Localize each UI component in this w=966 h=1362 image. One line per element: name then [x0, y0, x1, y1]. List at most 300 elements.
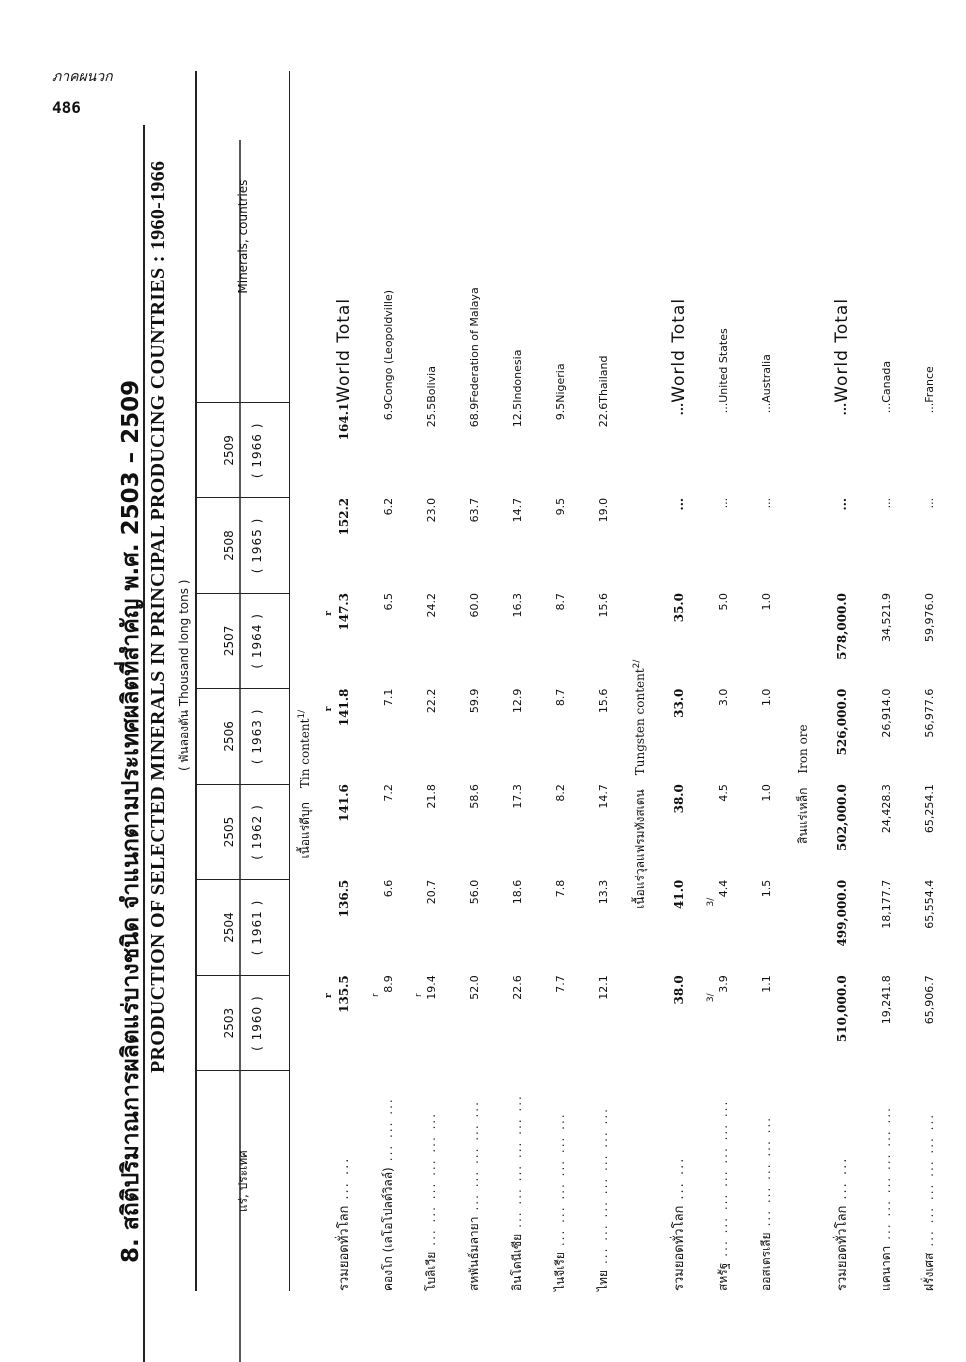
data-cell: [745, 975, 788, 1071]
data-value: 9.5: [554, 497, 567, 516]
data-value: ...: [717, 497, 730, 509]
revision-mark: r: [324, 993, 334, 999]
table-unit-label: ( พันลองตัน Thousand long tons ): [177, 579, 191, 771]
data-value: 18,177.7: [880, 879, 893, 929]
country-name-english: Bolivia: [425, 366, 438, 403]
country-name-thai-text: ออสเตรเลีย: [759, 1232, 773, 1291]
country-name-thai: [655, 1071, 702, 1291]
data-cell: [582, 689, 625, 785]
country-row: [367, 71, 410, 1291]
revision-mark: r: [414, 993, 424, 997]
data-cell: [582, 498, 625, 593]
data-value: 12.1: [597, 975, 610, 1000]
data-value: 14.7: [597, 784, 610, 809]
data-value: 147.3: [336, 593, 351, 631]
year-column-header: [196, 689, 290, 785]
data-value: 141.6: [336, 784, 351, 822]
data-cell: [582, 975, 625, 1071]
country-name-thai: [702, 1071, 745, 1291]
data-value: 7.7: [554, 975, 567, 993]
data-value: 4.4: [717, 879, 730, 898]
data-value: 141.8: [336, 688, 351, 727]
data-value: ...: [880, 497, 893, 509]
data-cell: [865, 880, 908, 976]
data-cell: [539, 975, 582, 1071]
data-value: 19.4: [425, 975, 438, 1000]
data-cell: [410, 975, 453, 1071]
leader-dots: ... ... ... ... ... ...: [424, 1111, 438, 1246]
section-spacer: [788, 403, 818, 498]
country-row: [745, 71, 788, 1291]
country-name-english: France: [923, 366, 936, 403]
data-cell: [320, 593, 367, 689]
data-value: ...: [760, 402, 773, 414]
data-value: 22.6: [511, 975, 524, 1000]
data-cell: [702, 498, 745, 593]
data-value: 56.0: [468, 879, 481, 905]
data-cell: [655, 784, 702, 880]
data-value: 8.9: [382, 975, 395, 993]
data-value: 20.7: [425, 879, 438, 905]
data-cell: [702, 403, 745, 498]
data-cell: [496, 880, 539, 976]
data-cell: [702, 689, 745, 785]
year-ce: ( 1965 ): [250, 517, 264, 574]
data-cell: [453, 498, 496, 593]
year-column-header: [196, 403, 290, 498]
data-cell: [655, 975, 702, 1071]
data-cell: [367, 403, 410, 498]
country-name-english: Congo (Leopoldville): [382, 289, 395, 403]
data-value: 16.3: [511, 593, 524, 618]
data-cell: [818, 975, 865, 1071]
leader-dots: ... ... ... ... ... ...: [510, 1094, 524, 1228]
country-name-english: Federation of Malaya: [468, 287, 481, 403]
leader-dots: ... ... ... ... ... ...: [879, 1106, 893, 1240]
data-cell: [908, 975, 951, 1071]
data-value: 65,254.1: [923, 784, 936, 834]
leader-dots: ... ... ... ... ... ...: [553, 1112, 567, 1247]
revision-mark: r: [324, 611, 334, 616]
section-spacer: [290, 975, 321, 1071]
data-value: 510,000.0: [834, 975, 849, 1043]
data-cell: [410, 880, 453, 976]
country-name-thai: [582, 1071, 625, 1291]
data-value: 502,000.0: [834, 784, 849, 851]
data-value: 65,554.4: [923, 879, 936, 929]
country-name-thai-text: อินโดนีเซีย: [510, 1233, 524, 1291]
data-cell: [496, 784, 539, 880]
data-value: 8.7: [554, 593, 567, 611]
data-cell: [496, 689, 539, 785]
section-spacer: [625, 975, 655, 1071]
data-value: 56,977.6: [923, 688, 936, 738]
year-ce: ( 1966 ): [250, 422, 264, 479]
data-cell: [655, 593, 702, 689]
data-value: 4.5: [717, 784, 730, 802]
data-value: 68.9: [468, 402, 481, 428]
country-name-thai: [539, 1071, 582, 1291]
data-value: 13.3: [597, 879, 610, 905]
data-cell: [745, 498, 788, 593]
data-cell: [320, 880, 367, 976]
section-label-row: [625, 71, 655, 1291]
section-label-thai: เนื้อแร่วุลแฟรมทังสเตน: [632, 789, 647, 909]
year-ce: ( 1960 ): [250, 995, 264, 1051]
data-cell: [453, 403, 496, 498]
country-row: [582, 71, 625, 1291]
data-value: 58.6: [468, 784, 481, 809]
leader-dots: ... ... ... ... ...: [467, 1100, 481, 1211]
data-value: 19,241.8: [880, 975, 893, 1025]
data-value: 1.0: [760, 784, 773, 802]
country-name-english: Thailand: [597, 355, 610, 403]
data-cell: [818, 498, 865, 593]
section-spacer: [290, 403, 321, 498]
data-value: 12.5: [511, 402, 524, 428]
data-value: 59.9: [468, 688, 481, 714]
data-value: ...: [880, 402, 893, 414]
data-cell: [702, 593, 745, 689]
data-cell: [539, 498, 582, 593]
data-value: ...: [834, 402, 849, 416]
section-footnote-ref: 2/: [631, 659, 642, 669]
data-value: 499,000.0: [834, 879, 849, 947]
year-ce: ( 1962 ): [250, 804, 264, 860]
data-cell: [539, 689, 582, 785]
year-be: 2509: [222, 435, 236, 466]
section-label: [625, 593, 655, 975]
data-value: ...: [671, 402, 686, 416]
section-spacer: [788, 498, 818, 593]
country-name-thai: [496, 1071, 539, 1291]
data-cell: [320, 403, 367, 498]
data-cell: [453, 880, 496, 976]
section-spacer: [625, 1071, 655, 1291]
section-spacer: [625, 498, 655, 593]
data-cell: [367, 689, 410, 785]
data-cell: [367, 880, 410, 976]
data-value: 21.8: [425, 784, 438, 809]
world-total-row: [655, 71, 702, 1291]
data-cell: [320, 784, 367, 880]
data-value: 7.1: [382, 688, 395, 707]
section-label-thai: สินแร่เหล็ก: [795, 787, 810, 844]
data-value: 59,976.0: [923, 593, 936, 643]
data-value: 63.7: [468, 497, 481, 523]
data-cell: [702, 784, 745, 880]
year-column-header: [196, 880, 290, 976]
data-cell: [865, 593, 908, 689]
section-label: [290, 593, 321, 975]
year-be: 2503: [222, 1007, 236, 1039]
section-label-english: Iron ore: [795, 724, 810, 774]
leader-dots: ... ... ... ... ... ...: [922, 1112, 936, 1247]
country-name-english: World Total: [333, 297, 354, 403]
table-title-english: PRODUCTION OF SELECTED MINERALS IN PRINCIPAL PRODUCING COUNTRIES : 1960-1966: [147, 160, 169, 1073]
leader-dots: ... ...: [672, 1156, 687, 1200]
country-name-thai: [745, 1071, 788, 1291]
data-cell: [410, 498, 453, 593]
data-value: 7.2: [382, 784, 395, 802]
data-value: 17.3: [511, 784, 524, 809]
data-cell: [367, 498, 410, 593]
data-value: 6.5: [382, 593, 395, 611]
country-name-english: Indonesia: [511, 349, 524, 403]
data-cell: [908, 403, 951, 498]
data-cell: [818, 403, 865, 498]
data-value: 38.0: [671, 975, 686, 1005]
country-name-thai: [818, 1071, 865, 1291]
data-cell: [865, 689, 908, 785]
country-name-thai: [908, 1071, 951, 1291]
data-value: ...: [923, 497, 936, 509]
data-value: 6.9: [382, 402, 395, 421]
country-row: [496, 71, 539, 1291]
country-name-thai-text: สหพันธ์มลายา: [467, 1216, 481, 1291]
data-value: 164.1: [336, 402, 351, 441]
section-label: [788, 593, 818, 975]
data-value: ...: [834, 497, 849, 511]
country-row: [865, 71, 908, 1291]
data-cell: [453, 975, 496, 1071]
leader-dots: ... ... ... ... ... ... ...: [716, 1099, 730, 1257]
data-value: 33.0: [671, 688, 686, 718]
data-value: 7.8: [554, 879, 567, 898]
section-spacer: [788, 1071, 818, 1291]
data-cell: [908, 498, 951, 593]
data-cell: [410, 593, 453, 689]
data-cell: [496, 403, 539, 498]
data-cell: [745, 784, 788, 880]
data-cell: [702, 975, 745, 1071]
leader-dots: ... ... ... ... ... ... ...: [596, 1107, 610, 1265]
country-row: [410, 71, 453, 1291]
data-value: 3.0: [717, 688, 730, 707]
data-value: 8.2: [554, 784, 567, 802]
leader-dots: ... ... ... ... ...: [759, 1115, 773, 1227]
data-value: 22.6: [597, 402, 610, 428]
leader-dots: ... ...: [337, 1156, 352, 1200]
data-value: 15.6: [597, 593, 610, 618]
data-value: 3.9: [717, 975, 730, 993]
data-value: 52.0: [468, 975, 481, 1000]
year-be: 2504: [222, 912, 236, 943]
year-column-header: [196, 593, 290, 689]
data-cell: [367, 784, 410, 880]
rotated-table-page: [103, 71, 936, 1291]
data-cell: [908, 593, 951, 689]
data-value: 23.0: [425, 497, 438, 523]
section-spacer: [290, 498, 321, 593]
data-cell: [865, 784, 908, 880]
data-cell: [453, 593, 496, 689]
table-body: [290, 71, 952, 1291]
section-label-english: Tungsten content: [632, 668, 647, 776]
world-total-row: [320, 71, 367, 1291]
data-cell: [745, 403, 788, 498]
data-value: 22.2: [425, 688, 438, 714]
data-cell: [908, 784, 951, 880]
data-value: 136.5: [336, 879, 351, 918]
country-name-thai-text: รวมยอดทั่วโลก: [672, 1205, 687, 1291]
data-value: ...: [923, 402, 936, 414]
data-cell: [320, 975, 367, 1071]
data-cell: [410, 689, 453, 785]
year-column-header: [196, 498, 290, 593]
data-value: 1.1: [760, 975, 773, 993]
data-value: 12.9: [511, 688, 524, 714]
world-total-row: [818, 71, 865, 1291]
data-value: 8.7: [554, 688, 567, 707]
leader-dots: ... ...: [835, 1156, 850, 1200]
data-cell: [320, 498, 367, 593]
section-label-wrap: [296, 593, 315, 975]
appendix-label: ภาคผนวก: [52, 69, 113, 85]
year-be: 2508: [222, 530, 236, 561]
data-cell: [367, 975, 410, 1071]
data-cell: [539, 593, 582, 689]
country-row: [702, 71, 745, 1291]
data-value: 38.0: [671, 784, 686, 814]
year-be: 2506: [222, 721, 236, 752]
data-value: 65,906.7: [923, 975, 936, 1025]
year-column-header: [196, 784, 290, 880]
data-cell: [539, 784, 582, 880]
data-value: 5.0: [717, 593, 730, 611]
data-value: 152.2: [336, 497, 351, 536]
data-value: 18.6: [511, 879, 524, 905]
data-value: 135.5: [336, 975, 351, 1013]
data-cell: [865, 975, 908, 1071]
data-cell: [410, 784, 453, 880]
data-value: ...: [671, 497, 686, 511]
data-value: 578,000.0: [834, 593, 849, 660]
section-spacer: [788, 975, 818, 1071]
year-ce: ( 1961 ): [250, 899, 264, 956]
section-label-thai: เนื้อแร่ดีบุก: [297, 802, 312, 859]
data-cell: [818, 784, 865, 880]
data-cell: [818, 593, 865, 689]
data-cell: [410, 403, 453, 498]
data-cell: [582, 403, 625, 498]
country-name-english: Nigeria: [554, 363, 567, 403]
country-row: [453, 71, 496, 1291]
data-cell: [745, 880, 788, 976]
data-value: 24.2: [425, 593, 438, 618]
data-cell: [702, 880, 745, 976]
country-name-thai-text: แคนาดา: [879, 1245, 893, 1291]
data-cell: [367, 593, 410, 689]
country-name-thai-text: ไทย: [596, 1270, 610, 1291]
data-cell: [655, 498, 702, 593]
data-cell: [582, 784, 625, 880]
data-cell: [655, 403, 702, 498]
country-name-thai-text: รวมยอดทั่วโลก: [835, 1205, 850, 1291]
country-row: [908, 71, 951, 1291]
page-number: 486: [52, 98, 81, 117]
data-value: ...: [717, 402, 730, 414]
data-cell: [453, 689, 496, 785]
data-cell: [453, 784, 496, 880]
data-cell: [582, 880, 625, 976]
country-name-thai-text: คองโก (เลโอโปลด์วิลล์): [381, 1167, 395, 1291]
country-name-english: World Total: [831, 297, 852, 403]
data-value: 9.5: [554, 402, 567, 421]
data-cell: [865, 498, 908, 593]
country-name-thai: [320, 1071, 367, 1291]
revision-mark: r: [371, 993, 381, 997]
data-value: 34,521.9: [880, 593, 893, 643]
year-ce: ( 1964 ): [250, 613, 264, 669]
table-header-row: [196, 71, 290, 1291]
data-value: ...: [760, 497, 773, 509]
data-cell: [496, 498, 539, 593]
production-table: [195, 71, 951, 1291]
country-name-thai-text: รวมยอดทั่วโลก: [337, 1205, 352, 1291]
country-name-thai: [410, 1071, 453, 1291]
data-cell: [496, 593, 539, 689]
section-spacer: [290, 1071, 321, 1291]
data-cell: [496, 975, 539, 1071]
revision-mark: 3/: [706, 897, 716, 907]
data-value: 14.7: [511, 497, 524, 523]
data-value: 1.0: [760, 593, 773, 611]
section-spacer: [625, 403, 655, 498]
leader-dots: ... ... ...: [381, 1097, 395, 1162]
data-value: 35.0: [671, 593, 686, 623]
thai-column-header: แร่, ประเทศ: [196, 1071, 290, 1291]
data-cell: [908, 880, 951, 976]
country-name-english: Australia: [760, 354, 773, 403]
year-be: 2505: [222, 816, 236, 848]
revision-mark: r: [324, 706, 334, 712]
data-value: 41.0: [671, 879, 686, 909]
country-name-thai: [865, 1071, 908, 1291]
data-cell: [745, 593, 788, 689]
country-name-thai-text: โบลิเวีย: [424, 1251, 438, 1291]
table-title-thai: 8. สถิติปริมาณการผลิตแร่บางชนิด จำแนกตามประเทศผลิตที่สำคัญ พ.ศ. 2503 – 2509: [118, 379, 144, 1263]
data-cell: [818, 880, 865, 976]
data-cell: [320, 689, 367, 785]
revision-mark: 3/: [706, 993, 716, 1003]
data-value: 6.6: [382, 879, 395, 898]
data-cell: [908, 689, 951, 785]
country-name-thai-text: ฝรั่งเศส: [922, 1252, 936, 1291]
country-name-thai: [453, 1071, 496, 1291]
data-value: 1.0: [760, 688, 773, 707]
section-label-wrap: [794, 593, 813, 975]
data-value: 1.5: [760, 879, 773, 898]
country-name-english: United States: [717, 328, 730, 403]
data-cell: [655, 880, 702, 976]
data-cell: [818, 689, 865, 785]
data-cell: [745, 689, 788, 785]
country-row: [539, 71, 582, 1291]
country-name-thai: [367, 1071, 410, 1291]
section-label-english: Tin content: [297, 718, 312, 789]
data-value: 6.2: [382, 497, 395, 516]
data-cell: [539, 403, 582, 498]
data-cell: [539, 880, 582, 976]
data-value: 19.0: [597, 497, 610, 523]
year-column-header: [196, 975, 290, 1071]
data-value: 24,428.3: [880, 784, 893, 834]
country-name-english: Canada: [880, 360, 893, 403]
country-name-thai-text: ไนจีเรีย: [553, 1252, 567, 1291]
data-cell: [582, 593, 625, 689]
section-footnote-ref: 1/: [296, 709, 307, 719]
